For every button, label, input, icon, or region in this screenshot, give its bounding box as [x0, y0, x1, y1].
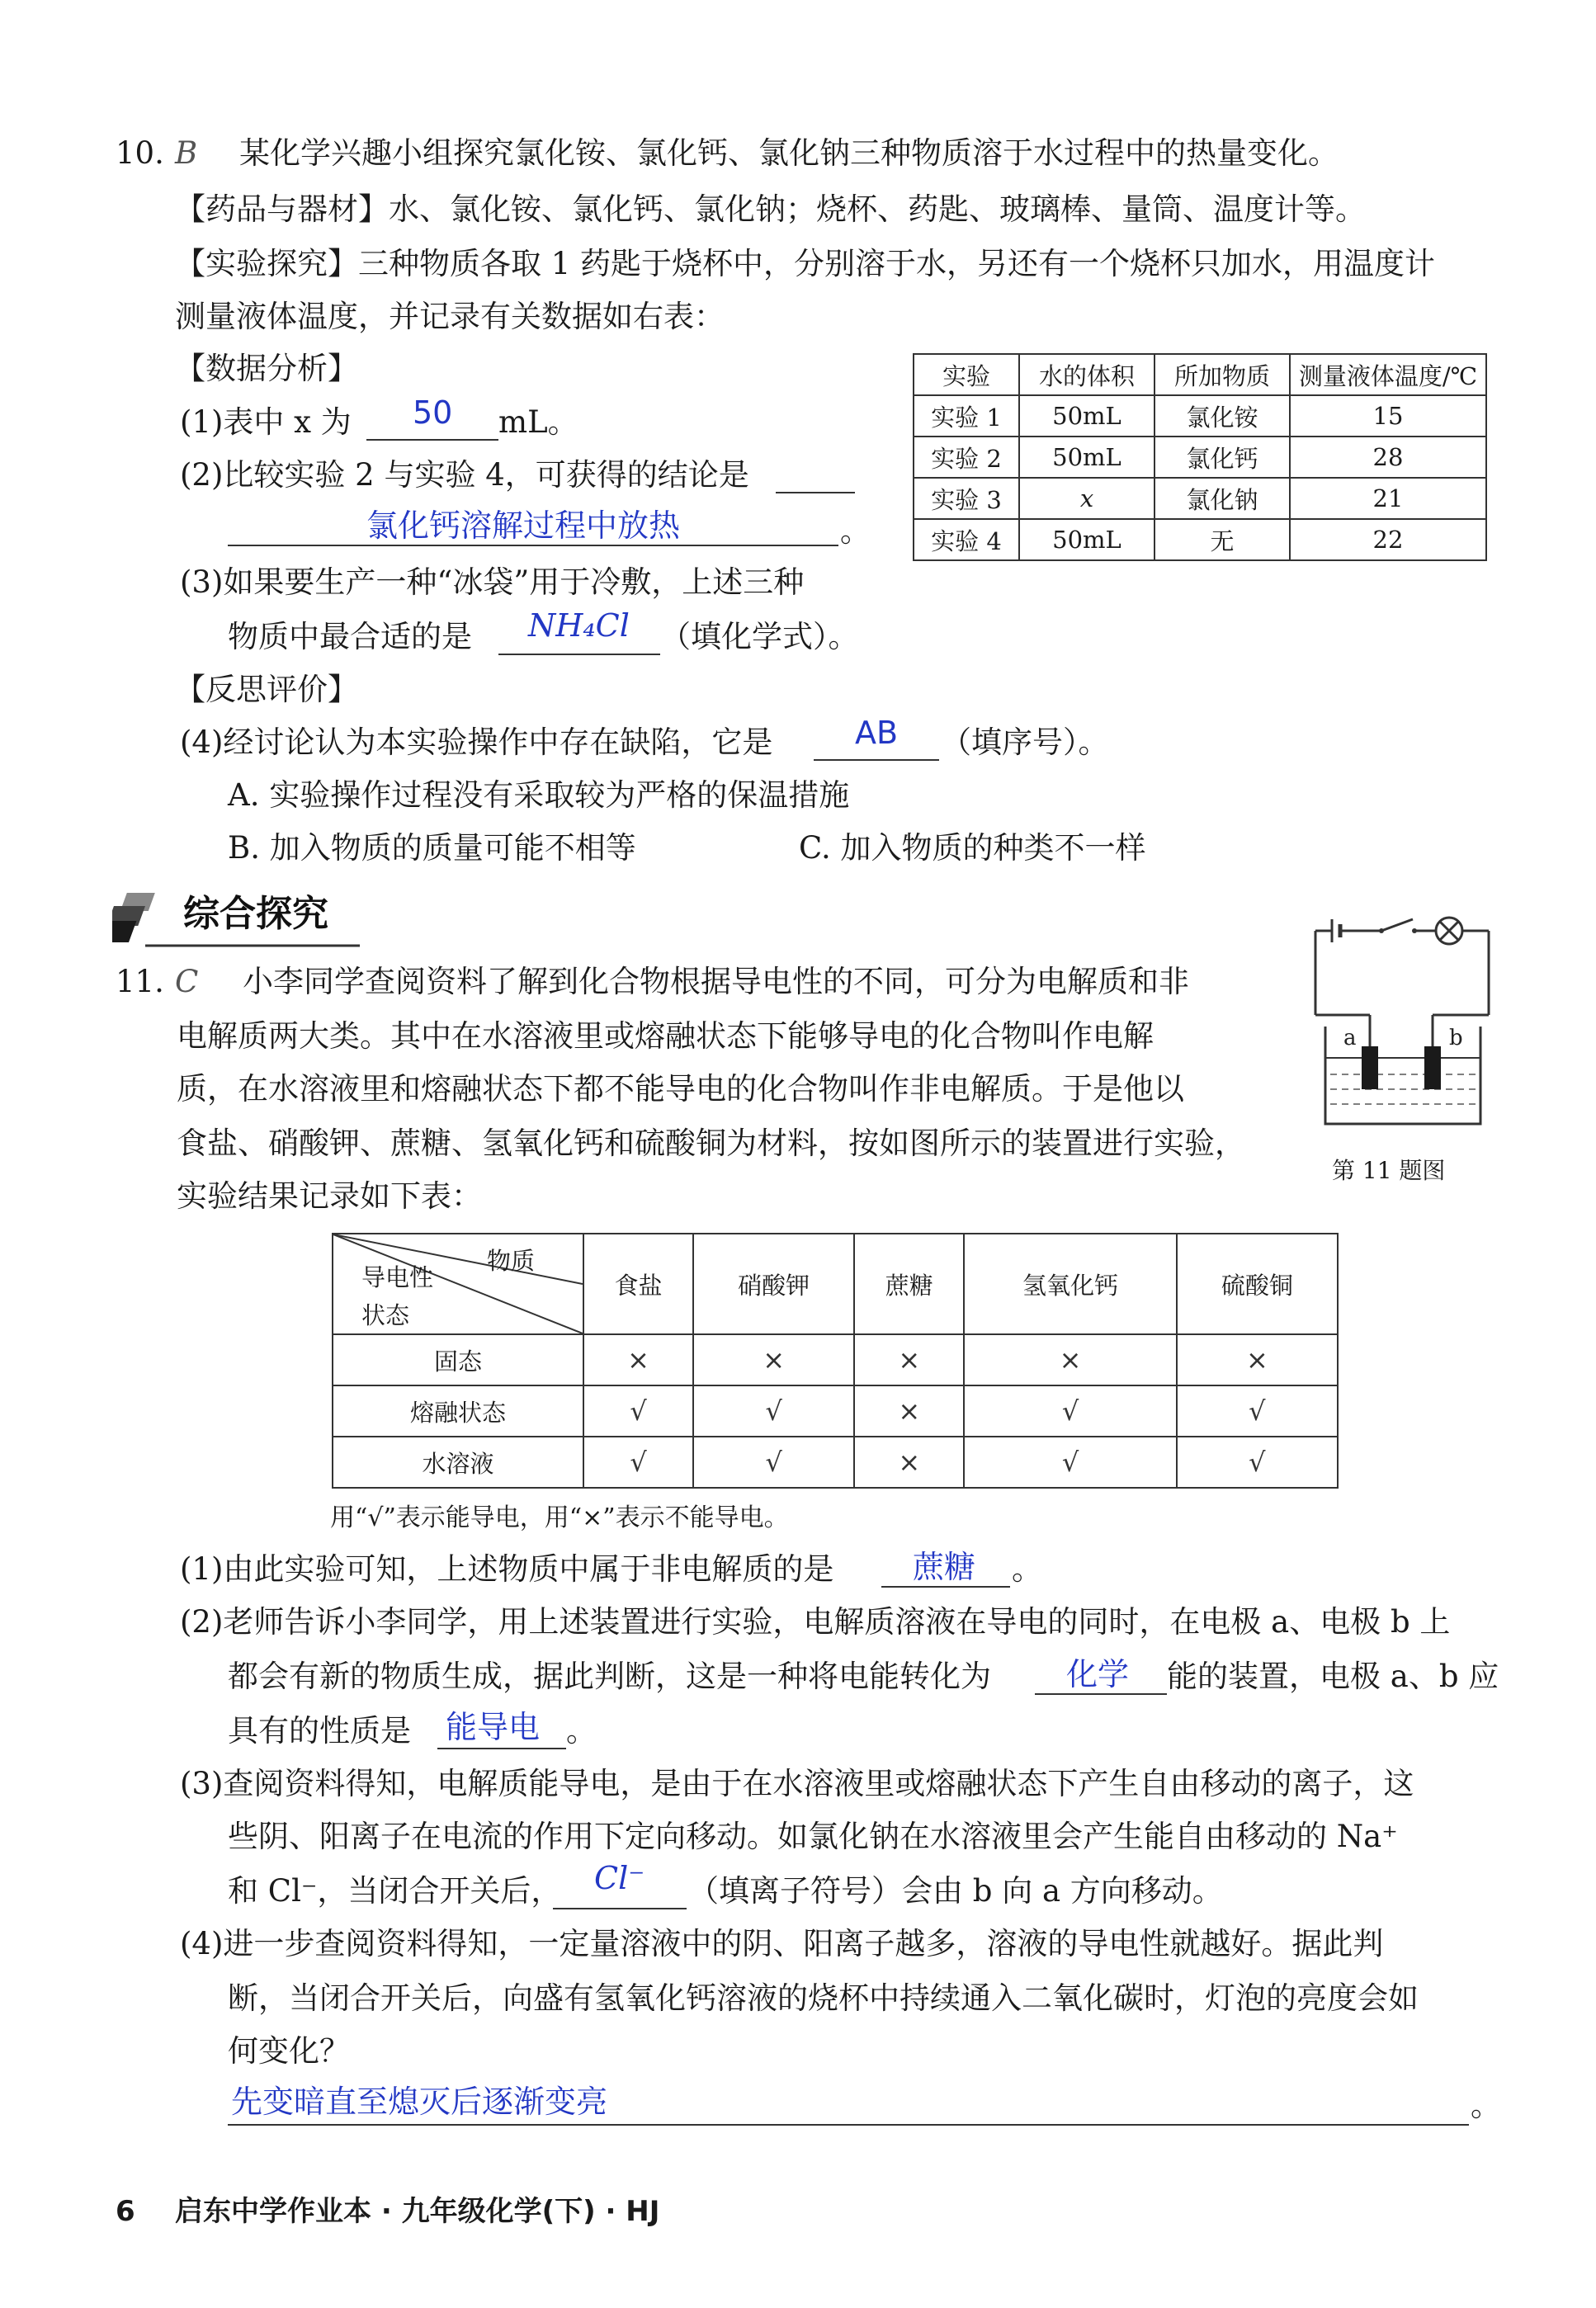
- table-row: [914, 395, 1486, 437]
- table-header-cell: 食盐: [583, 1234, 693, 1334]
- table-cell: 22: [1290, 519, 1486, 560]
- q10-option-a: A. 实验操作过程没有采取较为严格的保温措施: [228, 777, 850, 813]
- q10-analysis-heading: 【数据分析】: [175, 351, 358, 386]
- table-row-label: 固态: [333, 1334, 583, 1385]
- q10-reflect-heading: 【反思评价】: [175, 672, 358, 707]
- table-cell: 实验 3: [914, 478, 1019, 519]
- table-cell: 50mL: [1019, 437, 1155, 478]
- corner-label-conductivity: 导电性: [361, 1263, 434, 1291]
- q10-p4-prefix: (4)经讨论认为本实验操作中存在缺陷，它是: [180, 724, 773, 760]
- table-cell: √: [583, 1437, 693, 1488]
- q10-p3-line1: (3)如果要生产一种“冰袋”用于冷敷，上述三种: [180, 564, 805, 600]
- table-cell: 50mL: [1019, 395, 1155, 437]
- q11-p1-prefix: (1)由此实验可知，上述物质中属于非电解质的是: [180, 1551, 834, 1587]
- table-header-cell: 氢氧化钙: [964, 1234, 1176, 1334]
- table-cell: 氯化钠: [1155, 478, 1290, 519]
- table-cell: 15: [1290, 395, 1486, 437]
- q11-p2-blank-2: [437, 1748, 566, 1749]
- electrode-b-label: b: [1449, 1026, 1463, 1050]
- table-header-cell: 所加物质: [1155, 354, 1290, 395]
- q10-p3-answer: NH₄Cl: [528, 607, 630, 644]
- table-cell: x: [1019, 478, 1155, 519]
- q11-p2-answer-1: 化学: [1066, 1656, 1130, 1692]
- q10-p1-blank: [366, 439, 498, 441]
- q10-explore-line2: 测量液体温度，并记录有关数据如右表：: [175, 299, 725, 334]
- q10-p1-answer: 50: [413, 394, 453, 431]
- table-header-row: [914, 354, 1486, 395]
- table-cell: √: [693, 1437, 854, 1488]
- q10-data-table: [913, 353, 1487, 561]
- table-row: [914, 437, 1486, 478]
- q11-p2-end: 。: [566, 1713, 597, 1749]
- q10-p2-blank-a: [776, 492, 855, 493]
- q11-p1-answer: 蔗糖: [913, 1549, 976, 1585]
- corner-label-state: 状态: [361, 1301, 410, 1329]
- table-cell: 氯化钙: [1155, 437, 1290, 478]
- q11-text-line1: 小李同学查阅资料了解到化合物根据导电性的不同，可分为电解质和非: [243, 964, 1189, 999]
- table-cell: 21: [1290, 478, 1486, 519]
- q11-p4-line2: 断，当闭合开关后，向盛有氢氧化钙溶液的烧杯中持续通入二氧化碳时，灯泡的亮度会如: [228, 1980, 1419, 2016]
- q10-p1-suffix: mL。: [498, 404, 578, 440]
- table-row: [333, 1385, 1338, 1437]
- table-row: [914, 519, 1486, 560]
- q11-text-line4: 食盐、硝酸钾、蔗糖、氢氧化钙和硫酸铜为材料，按如图所示的装置进行实验，: [177, 1126, 1245, 1161]
- q11-number: 11.: [116, 964, 164, 999]
- table-cell: 实验 1: [914, 395, 1019, 437]
- q10-intro: 某化学兴趣小组探究氯化铵、氯化钙、氯化钠三种物质溶于水过程中的热量变化。: [239, 135, 1339, 171]
- table-header-row: [333, 1234, 1338, 1334]
- q11-mark: C: [175, 964, 199, 999]
- q11-p3-line1: (3)查阅资料得知，电解质能导电，是由于在水溶液里或熔融状态下产生自由移动的离子，这: [180, 1766, 1414, 1801]
- table-row-label: 熔融状态: [333, 1385, 583, 1437]
- table-cell: 28: [1290, 437, 1486, 478]
- q11-text-line3: 质，在水溶液里和熔融状态下都不能导电的化合物叫作非电解质。于是他以: [177, 1071, 1184, 1107]
- table-cell: √: [1177, 1437, 1338, 1488]
- section-title: 综合探究: [183, 893, 328, 935]
- q10-p1-prefix: (1)表中 x 为: [180, 404, 352, 440]
- q10-p3-blank: [498, 654, 660, 655]
- q10-p2-answer: 氯化钙溶解过程中放热: [366, 507, 681, 544]
- q10-option-b: B. 加入物质的质量可能不相等: [228, 830, 636, 866]
- q11-p4-line1: (4)进一步查阅资料得知，一定量溶液中的阴、阳离子越多，溶液的导电性就越好。据此判: [180, 1926, 1384, 1961]
- q10-materials: 【药品与器材】水、氯化铵、氯化钙、氯化钠；烧杯、药匙、玻璃棒、量筒、温度计等。: [175, 191, 1366, 227]
- electrode-a-label: a: [1343, 1026, 1357, 1050]
- table-cell: 氯化铵: [1155, 395, 1290, 437]
- book-title: 启东中学作业本 · 九年级化学(下) · HJ: [175, 2195, 660, 2228]
- q11-p4-blank: [228, 2124, 1469, 2126]
- table-cell: ×: [854, 1334, 964, 1385]
- q10-p4-answer: AB: [855, 715, 899, 751]
- table-note: 用“√”表示能导电，用“×”表示不能导电。: [330, 1503, 789, 1532]
- q11-p2-line1: (2)老师告诉小李同学，用上述装置进行实验，电解质溶液在导电的同时，在电极 a、电极 b 上: [180, 1604, 1451, 1640]
- table-cell: 实验 4: [914, 519, 1019, 560]
- page-number: 6: [116, 2195, 135, 2228]
- q10-number: 10.: [116, 135, 164, 171]
- q11-text-line5: 实验结果记录如下表：: [177, 1178, 482, 1214]
- q11-p4-answer: 先变暗直至熄灭后逐渐变亮: [231, 2084, 608, 2120]
- table-header-cell: 硫酸铜: [1177, 1234, 1338, 1334]
- q10-p3-suffix: （填化学式）。: [660, 619, 859, 654]
- q11-p4-end: 。: [1471, 2088, 1501, 2123]
- q11-p2-prefix-2: 具有的性质是: [228, 1713, 411, 1749]
- q11-p3-answer: Cl⁻: [594, 1860, 645, 1896]
- q10-explore-line1: 【实验探究】三种物质各取 1 药匙于烧杯中，分别溶于水，另还有一个烧杯只加水，用温度计: [175, 246, 1436, 281]
- q10-p3-prefix: 物质中最合适的是: [228, 619, 472, 654]
- q11-p2-mid: 能的装置，电极 a、b 应: [1167, 1659, 1499, 1694]
- q11-p3-line2: 些阴、阳离子在电流的作用下定向移动。如氯化钠在水溶液里会产生能自由移动的 Na⁺: [228, 1819, 1398, 1854]
- table-cell: √: [693, 1385, 854, 1437]
- table-row: [333, 1334, 1338, 1385]
- q11-p4-line3: 何变化？: [228, 2033, 350, 2069]
- table-cell: 实验 2: [914, 437, 1019, 478]
- table-corner-cell: [333, 1234, 583, 1334]
- q11-p2-answer-2: 能导电: [446, 1709, 541, 1745]
- table-cell: √: [964, 1437, 1176, 1488]
- table-header-cell: 硝酸钾: [693, 1234, 854, 1334]
- table-cell: √: [964, 1385, 1176, 1437]
- q11-p3-suffix: （填离子符号）会由 b 向 a 方向移动。: [688, 1873, 1223, 1909]
- q10-p2-prefix: (2)比较实验 2 与实验 4，可获得的结论是: [180, 457, 749, 493]
- q11-p2-prefix: 都会有新的物质生成，据此判断，这是一种将电能转化为: [228, 1659, 991, 1694]
- q10-p2-end: 。: [840, 513, 871, 549]
- q11-text-line2: 电解质两大类。其中在水溶液里或熔融状态下能够导电的化合物叫作电解: [177, 1018, 1154, 1054]
- table-cell: √: [1177, 1385, 1338, 1437]
- q11-p3-prefix: 和 Cl⁻，当闭合开关后，: [228, 1873, 562, 1909]
- q10-mark: B: [175, 135, 198, 171]
- table-cell: ×: [693, 1334, 854, 1385]
- table-header-cell: 蔗糖: [854, 1234, 964, 1334]
- circuit-diagram-figure: [1310, 913, 1497, 1152]
- table-cell: 50mL: [1019, 519, 1155, 560]
- q11-p1-end: 。: [1012, 1551, 1042, 1587]
- table-row-label: 水溶液: [333, 1437, 583, 1488]
- q10-p4-suffix: （填序号）。: [941, 724, 1109, 760]
- table-cell: ×: [854, 1437, 964, 1488]
- table-cell: ×: [1177, 1334, 1338, 1385]
- table-header-cell: 实验: [914, 354, 1019, 395]
- table-header-cell: 测量液体温度/℃: [1290, 354, 1486, 395]
- q10-p4-blank: [814, 759, 939, 761]
- table-row: [333, 1437, 1338, 1488]
- table-cell: √: [583, 1385, 693, 1437]
- q10-option-c: C. 加入物质的种类不一样: [799, 830, 1146, 866]
- figure-caption: 第 11 题图: [1332, 1157, 1446, 1184]
- corner-label-substance: 物质: [487, 1247, 536, 1275]
- table-cell: ×: [854, 1385, 964, 1437]
- table-cell: 无: [1155, 519, 1290, 560]
- table-row: [914, 478, 1486, 519]
- q11-p3-blank: [553, 1908, 687, 1909]
- table-cell: ×: [964, 1334, 1176, 1385]
- table-cell: ×: [583, 1334, 693, 1385]
- table-header-cell: 水的体积: [1019, 354, 1155, 395]
- q11-conductivity-table: [332, 1233, 1339, 1489]
